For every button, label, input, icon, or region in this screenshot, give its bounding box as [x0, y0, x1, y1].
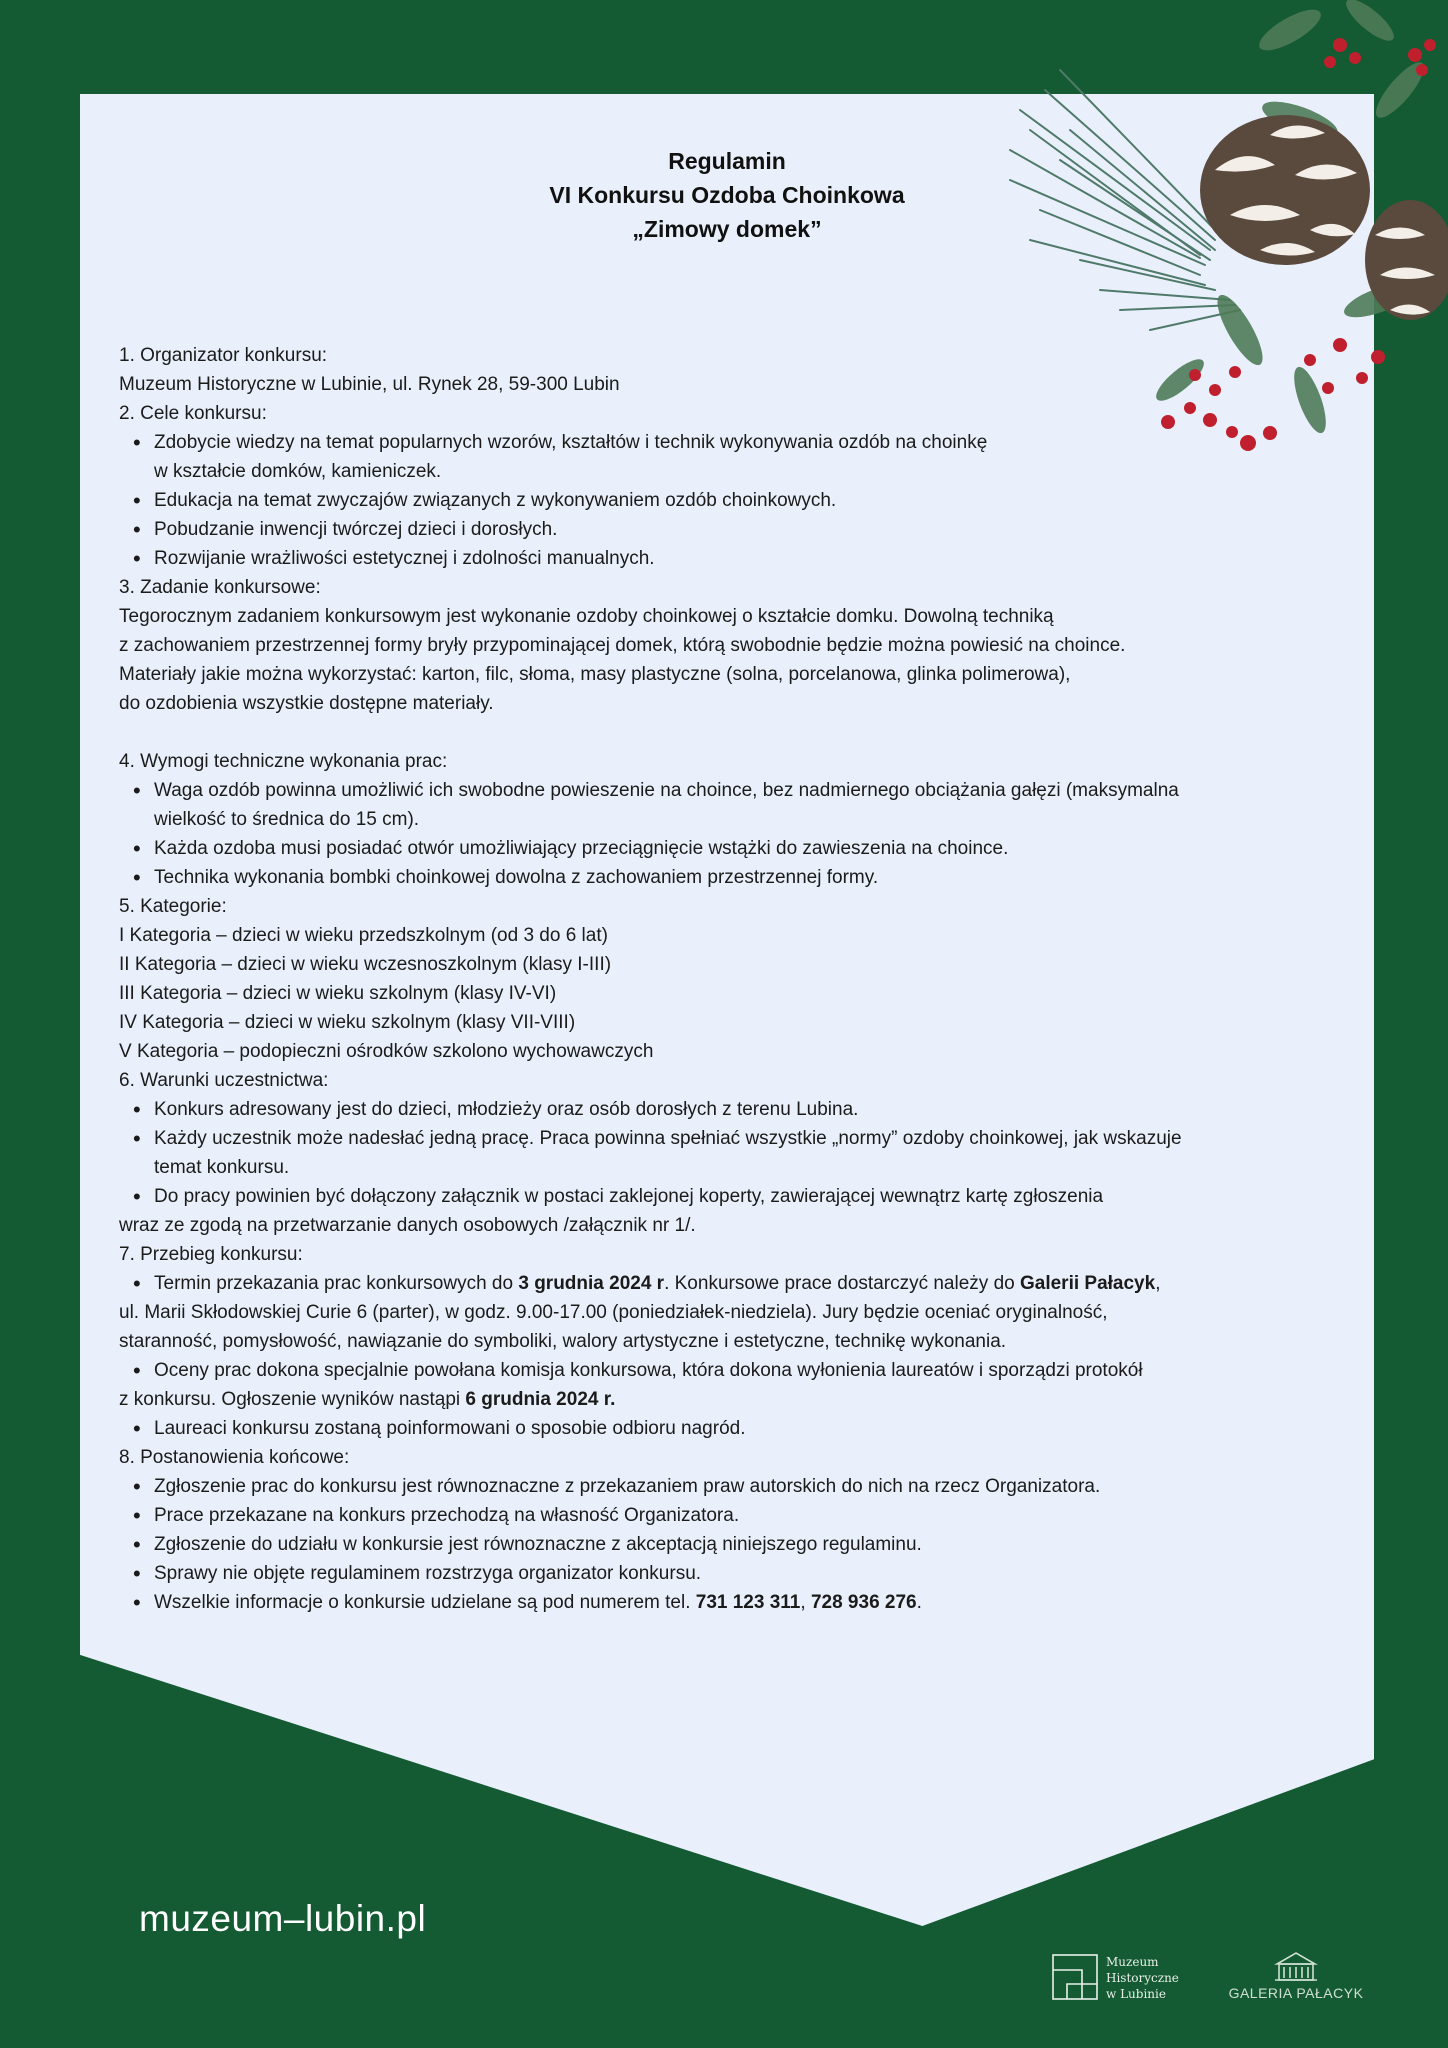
list-item: • Zdobycie wiedzy na temat popularnych wzorów, kształtów i technik wykonywania ozdób na choinkę w kształcie domków, kamieniczek.	[119, 428, 1349, 486]
list-item: • Oceny prac dokona specjalnie powołana komisja konkursowa, która dokona wyłonienia laureatów i sporządzi protokół	[119, 1356, 1349, 1385]
conditions-list	[119, 1095, 1349, 1211]
organizer-address: Muzeum Historyczne w Lubinie, ul. Rynek 28, 59-300 Lubin	[119, 374, 620, 395]
conditions-continuation: wraz ze zgodą na przetwarzanie danych osobowych /załącznik nr 1/.	[119, 1215, 696, 1236]
category-line: IV Kategoria – dzieci w wieku szkolnym (klasy VII-VIII)	[119, 1012, 576, 1033]
list-item: • Pobudzanie inwencji twórczej dzieci i dorosłych.	[119, 515, 1349, 544]
list-item: • Technika wykonania bombki choinkowej dowolna z zachowaniem przestrzennej formy.	[119, 863, 1349, 892]
list-item: • Edukacja na temat zwyczajów związanych z wykonywaniem ozdób choinkowych.	[119, 486, 1349, 515]
procedure-list-2	[119, 1356, 1349, 1385]
phone-number-2: 728 936 276	[810, 1592, 917, 1613]
museum-logo: Muzeum Historyczne w Lubinie	[1052, 1954, 1179, 2002]
section-2-heading: 2. Cele konkursu:	[119, 403, 267, 424]
task-line: Tegorocznym zadaniem konkursowym jest wykonanie ozdoby choinkowej o kształcie domku. Dowolną techniką	[119, 606, 1054, 627]
task-line: Materiały jakie można wykorzystać: karton, filc, słoma, masy plastyczne (solna, porcelanowa, glinka polimerowa),	[119, 664, 1071, 685]
category-line: II Kategoria – dzieci w wieku wczesnoszkolnym (klasy I-III)	[119, 954, 612, 975]
list-item: • Konkurs adresowany jest do dzieci, młodzieży oraz osób dorosłych z terenu Lubina.	[119, 1095, 1349, 1124]
procedure-line: z konkursu. Ogłoszenie wyników nastąpi 6 grudnia 2024 r.	[119, 1389, 616, 1410]
list-item: • Rozwijanie wrażliwości estetycznej i zdolności manualnych.	[119, 544, 1349, 573]
list-item: • Termin przekazania prac konkursowych do 3 grudnia 2024 r. Konkursowe prace dostarczyć należy do Galerii Pałacyk,	[119, 1269, 1349, 1298]
section-8-heading: 8. Postanowienia końcowe:	[119, 1447, 350, 1468]
procedure-list-3	[119, 1414, 1349, 1443]
palace-logo-icon	[1273, 1950, 1319, 1982]
gallery-name: Galerii Pałacyk	[1019, 1273, 1156, 1294]
regulations-title	[80, 144, 1374, 246]
title-line-1: Regulamin	[668, 148, 786, 174]
title-line-2: VI Konkursu Ozdoba Choinkowa	[549, 182, 905, 208]
category-line: V Kategoria – podopieczni ośrodków szkolono wychowawczych	[119, 1041, 654, 1062]
results-date: 6 grudnia 2024 r.	[465, 1389, 616, 1410]
procedure-line: staranność, pomysłowość, nawiązanie do symboliki, walory artystyczne i estetyczne, technikę wykonania.	[119, 1331, 1007, 1352]
list-item: • Każda ozdoba musi posiadać otwór umożliwiający przeciągnięcie wstążki do zawieszenia na choince.	[119, 834, 1349, 863]
website-link[interactable]: muzeum–lubin.pl	[139, 1898, 427, 1939]
deadline-date: 3 grudnia 2024 r	[518, 1273, 665, 1294]
list-item: • Każdy uczestnik może nadesłać jedną pracę. Praca powinna spełniać wszystkie „normy” ozdoby choinkowej, jak wskazuje temat konkursu.	[119, 1124, 1349, 1182]
category-line: I Kategoria – dzieci w wieku przedszkolnym (od 3 do 6 lat)	[119, 925, 608, 946]
section-6-heading: 6. Warunki uczestnictwa:	[119, 1070, 329, 1091]
final-provisions-list	[119, 1472, 1349, 1617]
procedure-line: ul. Marii Skłodowskiej Curie 6 (parter), w godz. 9.00-17.00 (poniedziałek-niedziela). Jury będzie oceniać oryginalność,	[119, 1302, 1108, 1323]
goals-list	[119, 428, 1349, 573]
list-item: • Waga ozdób powinna umożliwić ich swobodne powieszenie na choince, bez nadmiernego obciążania gałęzi (maksymalna wielkość to średnica do 15 cm).	[119, 776, 1349, 834]
galeria-logo: GALERIA PAŁACYK	[1226, 1950, 1366, 2001]
regulations-content	[119, 341, 1349, 1617]
list-item: • Zgłoszenie do udziału w konkursie jest równoznaczne z akceptacją niniejszego regulaminu.	[119, 1530, 1349, 1559]
procedure-list	[119, 1269, 1349, 1298]
list-item: • Do pracy powinien być dołączony załącznik w postaci zaklejonej koperty, zawierającej wewnątrz kartę zgłoszenia	[119, 1182, 1349, 1211]
section-5-heading: 5. Kategorie:	[119, 896, 227, 917]
title-line-3: „Zimowy domek”	[632, 216, 822, 242]
requirements-list	[119, 776, 1349, 892]
section-7-heading: 7. Przebieg konkursu:	[119, 1244, 303, 1265]
list-item: • Zgłoszenie prac do konkursu jest równoznaczne z przekazaniem praw autorskich do nich na rzecz Organizatora.	[119, 1472, 1349, 1501]
list-item: • Laureaci konkursu zostaną poinformowani o sposobie odbioru nagród.	[119, 1414, 1349, 1443]
list-item: • Wszelkie informacje o konkursie udzielane są pod numerem tel. 731 123 311, 728 936 276.	[119, 1588, 1349, 1617]
list-item: • Sprawy nie objęte regulaminem rozstrzyga organizator konkursu.	[119, 1559, 1349, 1588]
task-line: do ozdobienia wszystkie dostępne materiały.	[119, 693, 494, 714]
museum-logo-icon	[1052, 1954, 1098, 2000]
section-1-heading: 1. Organizator konkursu:	[119, 345, 328, 366]
list-item: • Prace przekazane na konkurs przechodzą na własność Organizatora.	[119, 1501, 1349, 1530]
section-3-heading: 3. Zadanie konkursowe:	[119, 577, 321, 598]
task-line: z zachowaniem przestrzennej formy bryły przypominającej domek, którą swobodnie będzie można powiesić na choince.	[119, 635, 1126, 656]
category-line: III Kategoria – dzieci w wieku szkolnym (klasy IV-VI)	[119, 983, 557, 1004]
section-4-heading: 4. Wymogi techniczne wykonania prac:	[119, 751, 448, 772]
phone-number-1: 731 123 311	[695, 1592, 801, 1613]
